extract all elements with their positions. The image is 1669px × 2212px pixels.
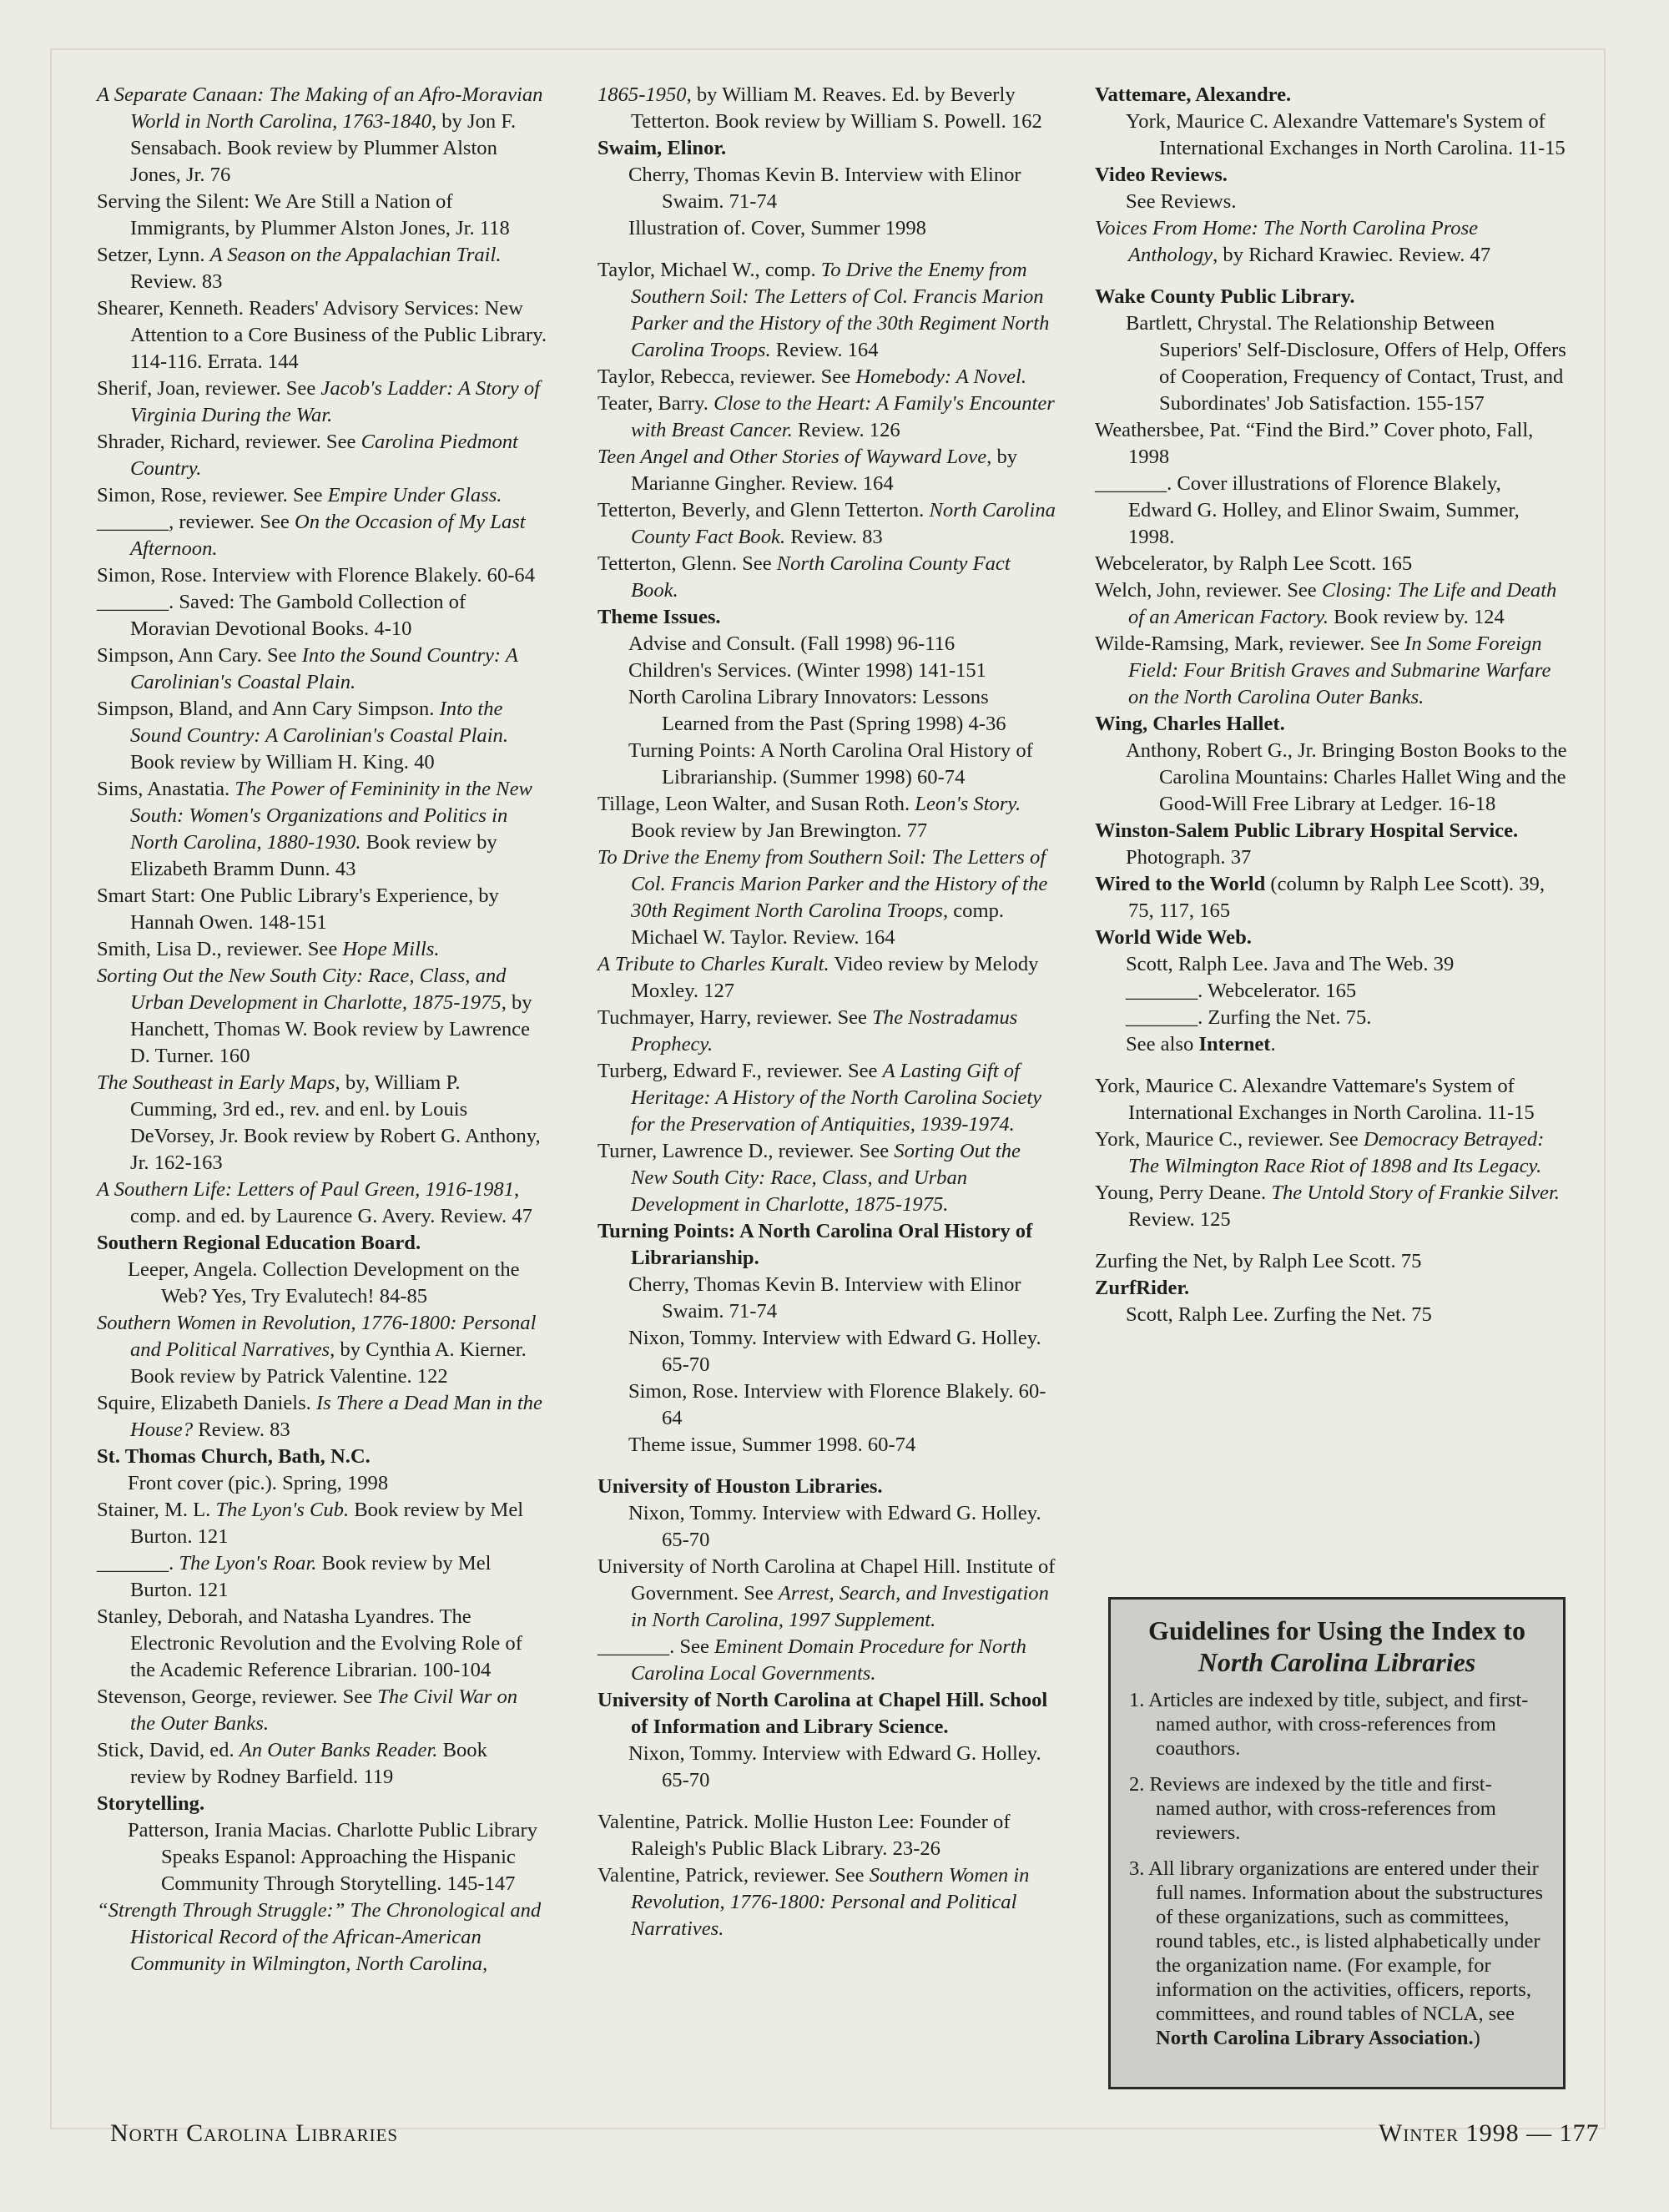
index-entry: Taylor, Michael W., comp. To Drive the Enemy from Southern Soil: The Letters of Col. Francis Marion Parker and the History of the 30th Regiment North Carolina Troops. Review. 164 — [598, 259, 1050, 361]
index-entry: “Strength Through Struggle:” The Chronological and Historical Record of the African-American Community in Wilmington, North Carolina, — [97, 1899, 542, 1975]
guideline-item: 2. Reviews are indexed by the title and first-named author, with cross-references from reviewers. — [1129, 1773, 1496, 1844]
index-entry: Simon, Rose. Interview with Florence Blakely. 60-64 — [97, 564, 536, 587]
index-subentry: _______. Zurfing the Net. 75. — [1126, 1006, 1372, 1029]
index-entry: A Tribute to Charles Kuralt. Video review by Melody Moxley. 127 — [598, 953, 1039, 1002]
index-entry: Wilde-Ramsing, Mark, reviewer. See In Some Foreign Field: Four British Graves and Submarine Warfare on the North Carolina Outer Banks. — [1095, 632, 1551, 708]
index-entry: Valentine, Patrick, reviewer. See Southern Women in Revolution, 1776-1800: Personal and Political Narratives. — [598, 1864, 1030, 1940]
index-entry: University of North Carolina at Chapel Hill. Institute of Government. See Arrest, Search, and Investigation in North Carolina, 1997 Supplement. — [598, 1555, 1056, 1631]
index-entry: To Drive the Enemy from Southern Soil: The Letters of Col. Francis Marion Parker and the History of the 30th Regiment North Carolina Troops, comp. Michael W. Taylor. Review. 164 — [598, 846, 1048, 949]
index-entry: Turning Points: A North Carolina Oral History of Librarianship. — [598, 1220, 1033, 1269]
index-subentry: Illustration of. Cover, Summer 1998 — [628, 217, 926, 239]
index-subentry: Scott, Ralph Lee. Zurfing the Net. 75 — [1126, 1303, 1432, 1326]
index-entry: ZurfRider. — [1095, 1277, 1190, 1299]
guidelines-box — [1108, 1597, 1566, 2089]
index-entry: Wired to the World (column by Ralph Lee Scott). 39, 75, 117, 165 — [1095, 873, 1545, 922]
index-subentry: Leeper, Angela. Collection Development on the Web? Yes, Try Evalutech! 84-85 — [128, 1258, 520, 1308]
index-column-3 — [1095, 82, 1569, 1328]
index-entry: University of Houston Libraries. — [598, 1475, 883, 1498]
index-entry: _______, reviewer. See On the Occasion of My Last Afternoon. — [97, 511, 526, 560]
index-entry: Turberg, Edward F., reviewer. See A Lasting Gift of Heritage: A History of the North Carolina Society for the Preservation of Antiquities, 1939-1974. — [598, 1060, 1042, 1136]
index-entry: Wake County Public Library. — [1095, 285, 1355, 308]
index-entry: Welch, John, reviewer. See Closing: The Life and Death of an American Factory. Book review by. 124 — [1095, 579, 1557, 628]
index-subentry: See Reviews. — [1126, 190, 1237, 213]
guideline-item: 1. Articles are indexed by title, subject, and first-named author, with cross-references from coauthors. — [1129, 1689, 1529, 1760]
index-subentry: See also Internet. — [1126, 1033, 1276, 1056]
index-entry: St. Thomas Church, Bath, N.C. — [97, 1445, 371, 1468]
index-subentry: Simon, Rose. Interview with Florence Blakely. 60-64 — [628, 1380, 1046, 1429]
footer-page-number: Winter 1998 — 177 — [1379, 2119, 1600, 2147]
index-entry: Stanley, Deborah, and Natasha Lyandres. The Electronic Revolution and the Evolving Role of the Academic Reference Librarian. 100-104 — [97, 1605, 522, 1681]
index-entry: Sherif, Joan, reviewer. See Jacob's Ladder: A Story of Virginia During the War. — [97, 377, 540, 426]
guidelines-title: Guidelines for Using the Index to North Carolina Libraries — [1148, 1615, 1525, 1677]
index-entry: Teater, Barry. Close to the Heart: A Family's Encounter with Breast Cancer. Review. 126 — [598, 392, 1055, 441]
index-entry: Zurfing the Net, by Ralph Lee Scott. 75 — [1095, 1250, 1422, 1272]
index-entry: Taylor, Rebecca, reviewer. See Homebody: A Novel. — [598, 365, 1027, 388]
index-subentry: Children's Services. (Winter 1998) 141-151 — [628, 659, 986, 682]
index-entry: World Wide Web. — [1095, 926, 1252, 949]
guideline-item: 3. All library organizations are entered under their full names. Information about the substructures of these organizations, such as committees, round tables, etc., is listed alphabetically under the organization name. (For example, for information on the activities, officers, reports, committees, and round tables of NCLA, see North Carolina Library Association.) — [1129, 1857, 1544, 2049]
index-entry: Smith, Lisa D., reviewer. See Hope Mills. — [97, 938, 440, 960]
index-subentry: Cherry, Thomas Kevin B. Interview with Elinor Swaim. 71-74 — [628, 164, 1021, 213]
index-entry: University of North Carolina at Chapel Hill. School of Information and Library Science. — [598, 1689, 1048, 1738]
index-entry: Wing, Charles Hallet. — [1095, 713, 1285, 735]
index-subentry: Front cover (pic.). Spring, 1998 — [128, 1472, 389, 1494]
index-column-2 — [598, 82, 1061, 1942]
index-entry: Voices From Home: The North Carolina Prose Anthology, by Richard Krawiec. Review. 47 — [1095, 217, 1491, 266]
index-subentry: York, Maurice C. Alexandre Vattemare's System of International Exchanges in North Carolina. 11-15 — [1126, 110, 1566, 159]
index-entry: _______. The Lyon's Roar. Book review by Mel Burton. 121 — [97, 1552, 492, 1601]
index-subentry: _______. Webcelerator. 165 — [1126, 980, 1357, 1002]
index-entry: Smart Start: One Public Library's Experience, by Hannah Owen. 148-151 — [97, 884, 499, 934]
index-subentry: North Carolina Library Innovators: Lessons Learned from the Past (Spring 1998) 4-36 — [628, 686, 1006, 735]
index-entry: Webcelerator, by Ralph Lee Scott. 165 — [1095, 552, 1413, 575]
index-subentry: Nixon, Tommy. Interview with Edward G. Holley. 65-70 — [628, 1327, 1041, 1376]
index-subentry: Bartlett, Chrystal. The Relationship Between Superiors' Self-Disclosure, Offers of Help, Offers of Cooperation, Frequency of Contact, Trust, and Subordinates' Job Satisfaction. 155-157 — [1126, 312, 1566, 415]
index-entry: Theme Issues. — [598, 606, 721, 628]
index-subentry: Turning Points: A North Carolina Oral History of Librarianship. (Summer 1998) 60-74 — [628, 739, 1033, 789]
index-entry: Stevenson, George, reviewer. See The Civil War on the Outer Banks. — [97, 1685, 518, 1735]
index-entry: Young, Perry Deane. The Untold Story of Frankie Silver. Review. 125 — [1095, 1182, 1560, 1231]
index-entry: Shearer, Kenneth. Readers' Advisory Services: New Attention to a Core Business of the Public Library. 114-116. Errata. 144 — [97, 297, 547, 373]
index-entry: The Southeast in Early Maps, by, William P. Cumming, 3rd ed., rev. and enl. by Louis DeVorsey, Jr. Book review by Robert G. Anthony, Jr. 162-163 — [97, 1071, 541, 1174]
index-entry: Sorting Out the New South City: Race, Class, and Urban Development in Charlotte, 1875-1975, by Hanchett, Thomas W. Book review by Lawrence D. Turner. 160 — [97, 965, 532, 1067]
index-entry: Winston-Salem Public Library Hospital Service. — [1095, 819, 1519, 842]
index-entry: Video Reviews. — [1095, 164, 1228, 186]
index-entry: Squire, Elizabeth Daniels. Is There a Dead Man in the House? Review. 83 — [97, 1392, 542, 1441]
index-entry: Tetterton, Beverly, and Glenn Tetterton. North Carolina County Fact Book. Review. 83 — [598, 499, 1056, 548]
index-subentry: Cherry, Thomas Kevin B. Interview with Elinor Swaim. 71-74 — [628, 1273, 1021, 1323]
index-entry: Teen Angel and Other Stories of Wayward Love, by Marianne Gingher. Review. 164 — [598, 446, 1018, 495]
index-entry: Valentine, Patrick. Mollie Huston Lee: Founder of Raleigh's Public Black Library. 23-26 — [598, 1811, 1011, 1860]
index-entry: Stainer, M. L. The Lyon's Cub. Book review by Mel Burton. 121 — [97, 1499, 524, 1548]
index-entry: Weathersbee, Pat. “Find the Bird.” Cover photo, Fall, 1998 — [1095, 419, 1534, 468]
index-entry: Serving the Silent: We Are Still a Nation of Immigrants, by Plummer Alston Jones, Jr. 118 — [97, 190, 510, 239]
footer-journal-name: North Carolina Libraries — [110, 2119, 399, 2147]
index-subentry: Advise and Consult. (Fall 1998) 96-116 — [628, 632, 956, 655]
index-subentry: Anthony, Robert G., Jr. Bringing Boston Books to the Carolina Mountains: Charles Hallet Wing and the Good-Will Free Library at Ledger. 16-18 — [1126, 739, 1567, 815]
index-entry: A Separate Canaan: The Making of an Afro-Moravian World in North Carolina, 1763-1840, by Jon F. Sensabach. Book review by Plummer Alston Jones, Jr. 76 — [97, 83, 543, 186]
index-entry: Tuchmayer, Harry, reviewer. See The Nostradamus Prophecy. — [598, 1006, 1018, 1056]
index-subentry: Nixon, Tommy. Interview with Edward G. Holley. 65-70 — [628, 1742, 1041, 1791]
index-entry: Southern Women in Revolution, 1776-1800: Personal and Political Narratives, by Cynthia A. Kierner. Book review by Patrick Valentine. 122 — [97, 1312, 537, 1388]
index-entry: Simon, Rose, reviewer. See Empire Under Glass. — [97, 484, 502, 506]
guidelines-list — [1129, 1688, 1545, 2050]
index-subentry: Patterson, Irania Macias. Charlotte Public Library Speaks Espanol: Approaching the Hispanic Community Through Storytelling. 145-147 — [128, 1819, 538, 1895]
index-entry: Vattemare, Alexandre. — [1095, 83, 1292, 106]
index-entry: Turner, Lawrence D., reviewer. See Sorting Out the New South City: Race, Class, and Urban Development in Charlotte, 1875-1975. — [598, 1140, 1021, 1216]
index-entry: Setzer, Lynn. A Season on the Appalachian Trail. Review. 83 — [97, 244, 502, 293]
index-entry: _______. Saved: The Gambold Collection of Moravian Devotional Books. 4-10 — [97, 591, 466, 640]
index-subentry: Nixon, Tommy. Interview with Edward G. Holley. 65-70 — [628, 1502, 1041, 1551]
index-entry: _______. Cover illustrations of Florence Blakely, Edward G. Holley, and Elinor Swaim, Summer, 1998. — [1095, 472, 1520, 548]
index-entry: Stick, David, ed. An Outer Banks Reader. Book review by Rodney Barfield. 119 — [97, 1739, 487, 1788]
index-entry: Simpson, Bland, and Ann Cary Simpson. Into the Sound Country: A Carolinian's Coastal Plain. Book review by William H. King. 40 — [97, 698, 509, 773]
index-entry: Storytelling. — [97, 1792, 205, 1815]
index-entry: York, Maurice C., reviewer. See Democracy Betrayed: The Wilmington Race Riot of 1898 and Its Legacy. — [1095, 1128, 1545, 1177]
index-subentry: Theme issue, Summer 1998. 60-74 — [628, 1434, 916, 1456]
index-entry: Tillage, Leon Walter, and Susan Roth. Leon's Story. Book review by Jan Brewington. 77 — [598, 793, 1021, 842]
index-entry: _______. See Eminent Domain Procedure for North Carolina Local Governments. — [598, 1635, 1026, 1685]
index-entry: Shrader, Richard, reviewer. See Carolina Piedmont Country. — [97, 431, 518, 480]
index-entry: A Southern Life: Letters of Paul Green, 1916-1981, comp. and ed. by Laurence G. Avery. Review. 47 — [97, 1178, 532, 1227]
index-entry: Sims, Anastatia. The Power of Femininity in the New South: Women's Organizations and Politics in North Carolina, 1880-1930. Book review by Elizabeth Bramm Dunn. 43 — [97, 778, 532, 880]
index-subentry: Scott, Ralph Lee. Java and The Web. 39 — [1126, 953, 1455, 975]
index-subentry: Photograph. 37 — [1126, 846, 1252, 869]
index-entry: Simpson, Ann Cary. See Into the Sound Country: A Carolinian's Coastal Plain. — [97, 644, 518, 693]
index-entry: 1865-1950, by William M. Reaves. Ed. by Beverly Tetterton. Book review by William S. Powell. 162 — [598, 83, 1042, 133]
index-entry: Southern Regional Education Board. — [97, 1232, 421, 1254]
index-entry: Swaim, Elinor. — [598, 137, 727, 159]
index-entry: York, Maurice C. Alexandre Vattemare's System of International Exchanges in North Carolina. 11-15 — [1095, 1075, 1535, 1124]
index-entry: Tetterton, Glenn. See North Carolina County Fact Book. — [598, 552, 1011, 602]
index-column-1 — [97, 82, 547, 1978]
